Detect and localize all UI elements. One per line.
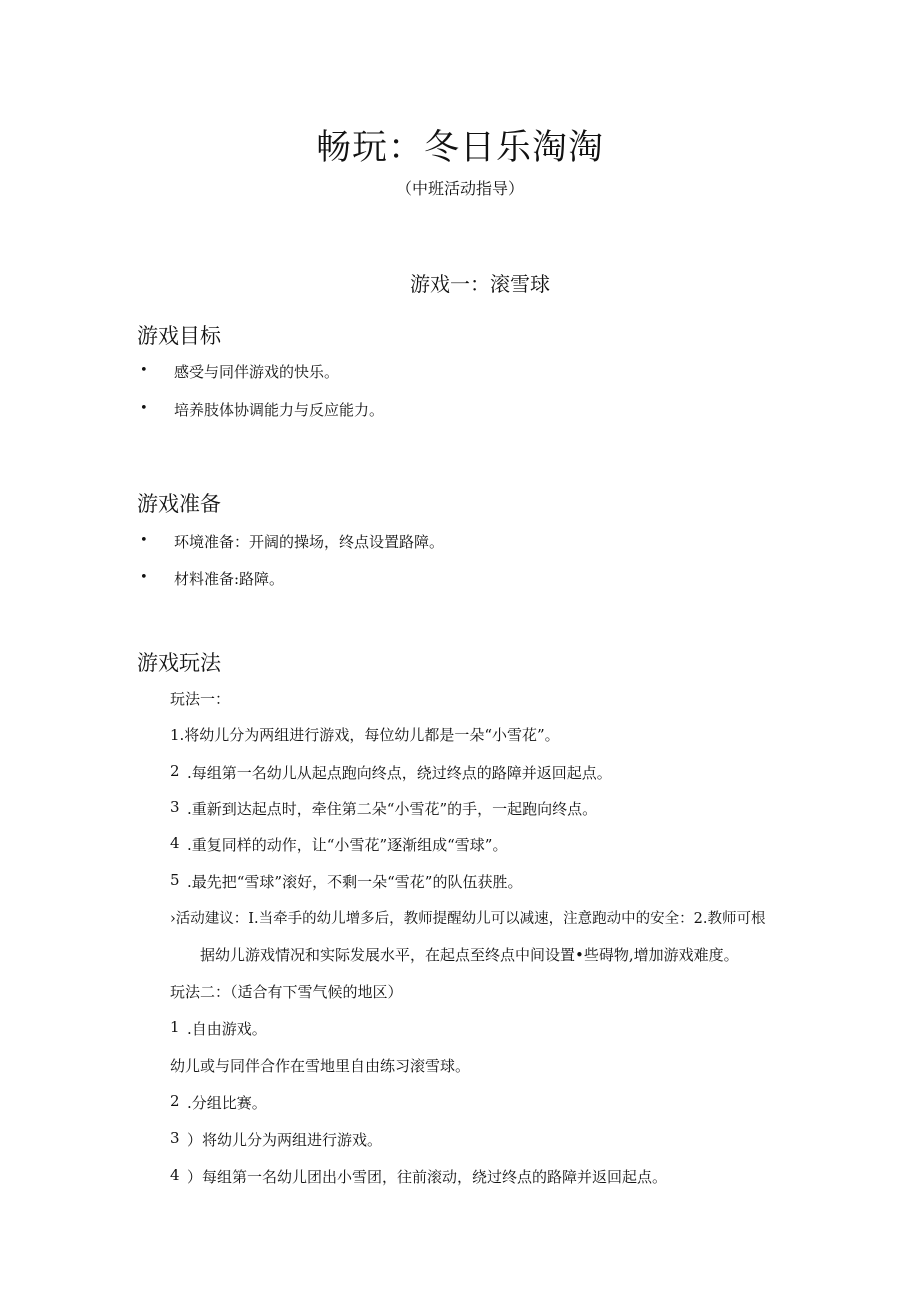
method2-substep: ）将幼儿分为两组进行游戏。 [187, 1131, 383, 1149]
method2-step: .分组比赛。 [187, 1094, 267, 1112]
goals-heading: 游戏目标 [137, 324, 221, 348]
bullet-icon: • [140, 401, 148, 416]
method2-desc: 幼儿或与同伴合作在雪地里自由练习滚雪球。 [170, 1057, 471, 1075]
method2-step: .自由游戏。 [187, 1020, 267, 1038]
play-heading: 游戏玩法 [137, 651, 221, 675]
step-number: 4 [170, 834, 180, 852]
method1-step: 1.将幼儿分为两组进行游戏，每位幼儿都是一朵“小雪花”。 [170, 726, 560, 744]
bullet-icon: • [140, 570, 148, 585]
prep-heading: 游戏准备 [137, 492, 221, 516]
method1-step: .每组第一名幼儿从起点跑向终点，绕过终点的路障并返回起点。 [187, 764, 612, 782]
method1-step: .最先把“雪球”滚好，不剩一朵“雪花”的队伍获胜。 [187, 873, 523, 891]
step-number: 3 [170, 1129, 180, 1147]
step-number: 3 [170, 798, 180, 816]
method2-substep: ）每组第一名幼儿团出小雪团，往前滚动，绕过终点的路障并返回起点。 [187, 1168, 668, 1186]
activity-suggestion-cont: 据幼儿游戏情况和实际发展水平，在起点至终点中间设置•些碍物,增加游戏难度。 [200, 946, 739, 964]
step-number: 1 [170, 1018, 180, 1036]
method1-label: 玩法一： [170, 690, 231, 708]
method2-label: 玩法二：（适合有下雪气候的地区） [170, 983, 403, 1001]
prep-item: 材料准备:路障。 [174, 570, 285, 588]
game-title: 游戏一：滚雪球 [410, 272, 550, 296]
goal-item: 感受与同伴游戏的快乐。 [174, 363, 340, 381]
method1-step: .重复同样的动作，让“小雪花”逐渐组成“雪球”。 [187, 836, 508, 854]
page-subtitle: （中班活动指导） [395, 179, 524, 198]
bullet-icon: • [140, 363, 148, 378]
step-number: 4 [170, 1166, 180, 1184]
step-number: 5 [170, 871, 180, 889]
page-title: 畅玩：冬日乐淘淘 [315, 128, 604, 168]
goal-item: 培养肢体协调能力与反应能力。 [174, 401, 385, 419]
prep-item: 环境准备：开阔的操场，终点设置路障。 [174, 533, 445, 551]
step-number: 2 [170, 762, 180, 780]
bullet-icon: • [140, 533, 148, 548]
step-number: 2 [170, 1092, 180, 1110]
activity-suggestion: ›活动建议：I.当牵手的幼儿增多后，教师提醒幼儿可以减速，注意跑动中的安全：2.教师可根 [170, 911, 766, 927]
method1-step: .重新到达起点时，牵住第二朵“小雪花”的手，一起跑向终点。 [187, 800, 598, 818]
